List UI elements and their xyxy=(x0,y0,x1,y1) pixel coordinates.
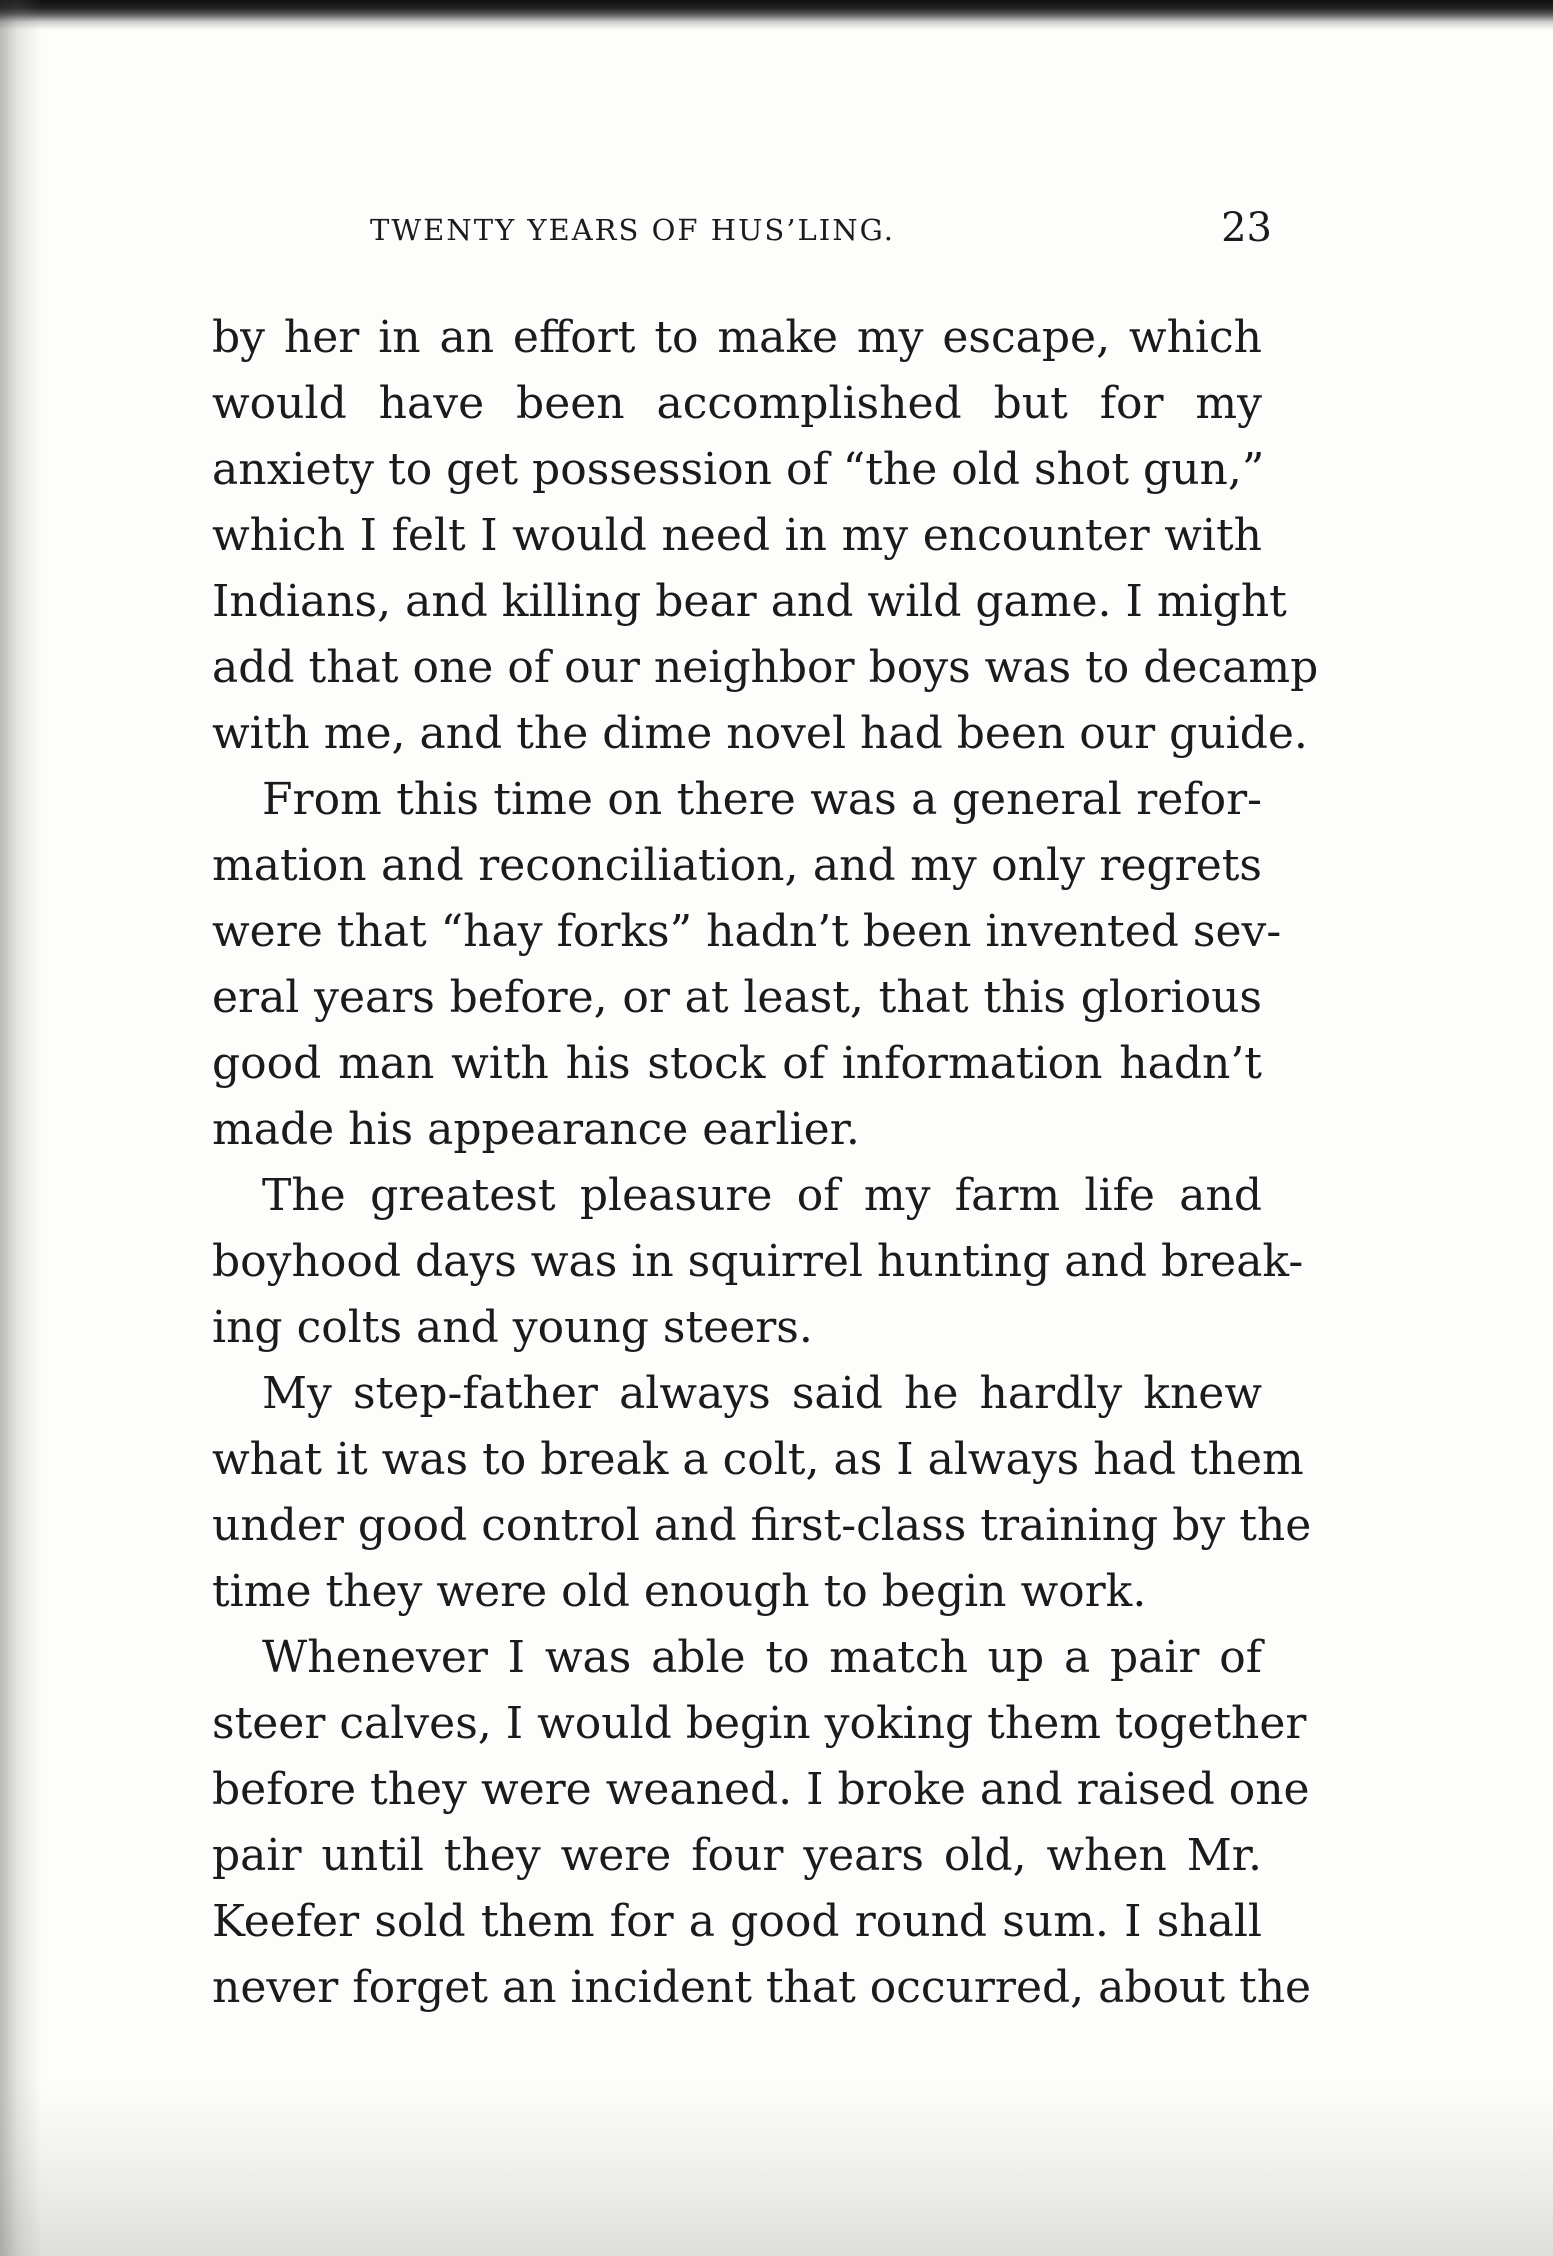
text-line-6: add that one of our neighbor boys was to decamp xyxy=(212,642,1319,693)
text-line-12: good man with his stock of information hadn’t xyxy=(212,1038,1262,1089)
text-line-22: steer calves, I would begin yoking them together xyxy=(212,1698,1307,1749)
text-line-8: From this time on there was a general refor- xyxy=(262,774,1262,825)
text-line-7: with me, and the dime novel had been our guide. xyxy=(212,708,1308,759)
text-line-11: eral years before, or at least, that this glorious xyxy=(212,972,1262,1023)
scan-top-edge xyxy=(0,0,1553,30)
running-head-title: TWENTY YEARS OF HUS’LING. xyxy=(370,213,895,247)
text-line-16: ing colts and young steers. xyxy=(212,1302,813,1353)
text-line-2: would have been accomplished but for my xyxy=(212,378,1262,429)
text-line-13: made his appearance earlier. xyxy=(212,1104,860,1155)
text-line-4: which I felt I would need in my encounter with xyxy=(212,510,1262,561)
text-line-25: Keefer sold them for a good round sum. I shall xyxy=(212,1896,1262,1947)
text-line-5: Indians, and killing bear and wild game. I might xyxy=(212,576,1287,627)
text-line-14: The greatest pleasure of my farm life and xyxy=(262,1170,1262,1221)
text-line-3: anxiety to get possession of “the old shot gun,” xyxy=(212,444,1265,495)
text-line-9: mation and reconciliation, and my only regrets xyxy=(212,840,1262,891)
text-line-19: under good control and first-class training by the xyxy=(212,1500,1312,1551)
text-line-17: My step-father always said he hardly knew xyxy=(262,1368,1262,1419)
text-line-10: were that “hay forks” hadn’t been invented sev- xyxy=(212,906,1282,957)
scan-bottom-noise xyxy=(0,2080,1553,2256)
text-line-21: Whenever I was able to match up a pair of xyxy=(262,1632,1262,1683)
text-line-20: time they were old enough to begin work. xyxy=(212,1566,1147,1617)
text-line-23: before they were weaned. I broke and raised one xyxy=(212,1764,1310,1815)
scan-left-edge xyxy=(0,0,42,2256)
text-line-24: pair until they were four years old, when Mr. xyxy=(212,1830,1262,1881)
text-line-18: what it was to break a colt, as I always had them xyxy=(212,1434,1304,1485)
page-number: 23 xyxy=(1221,205,1272,251)
text-line-15: boyhood days was in squirrel hunting and break- xyxy=(212,1236,1304,1287)
text-line-26: never forget an incident that occurred, about the xyxy=(212,1962,1312,2013)
text-line-1: by her in an effort to make my escape, which xyxy=(212,312,1262,363)
